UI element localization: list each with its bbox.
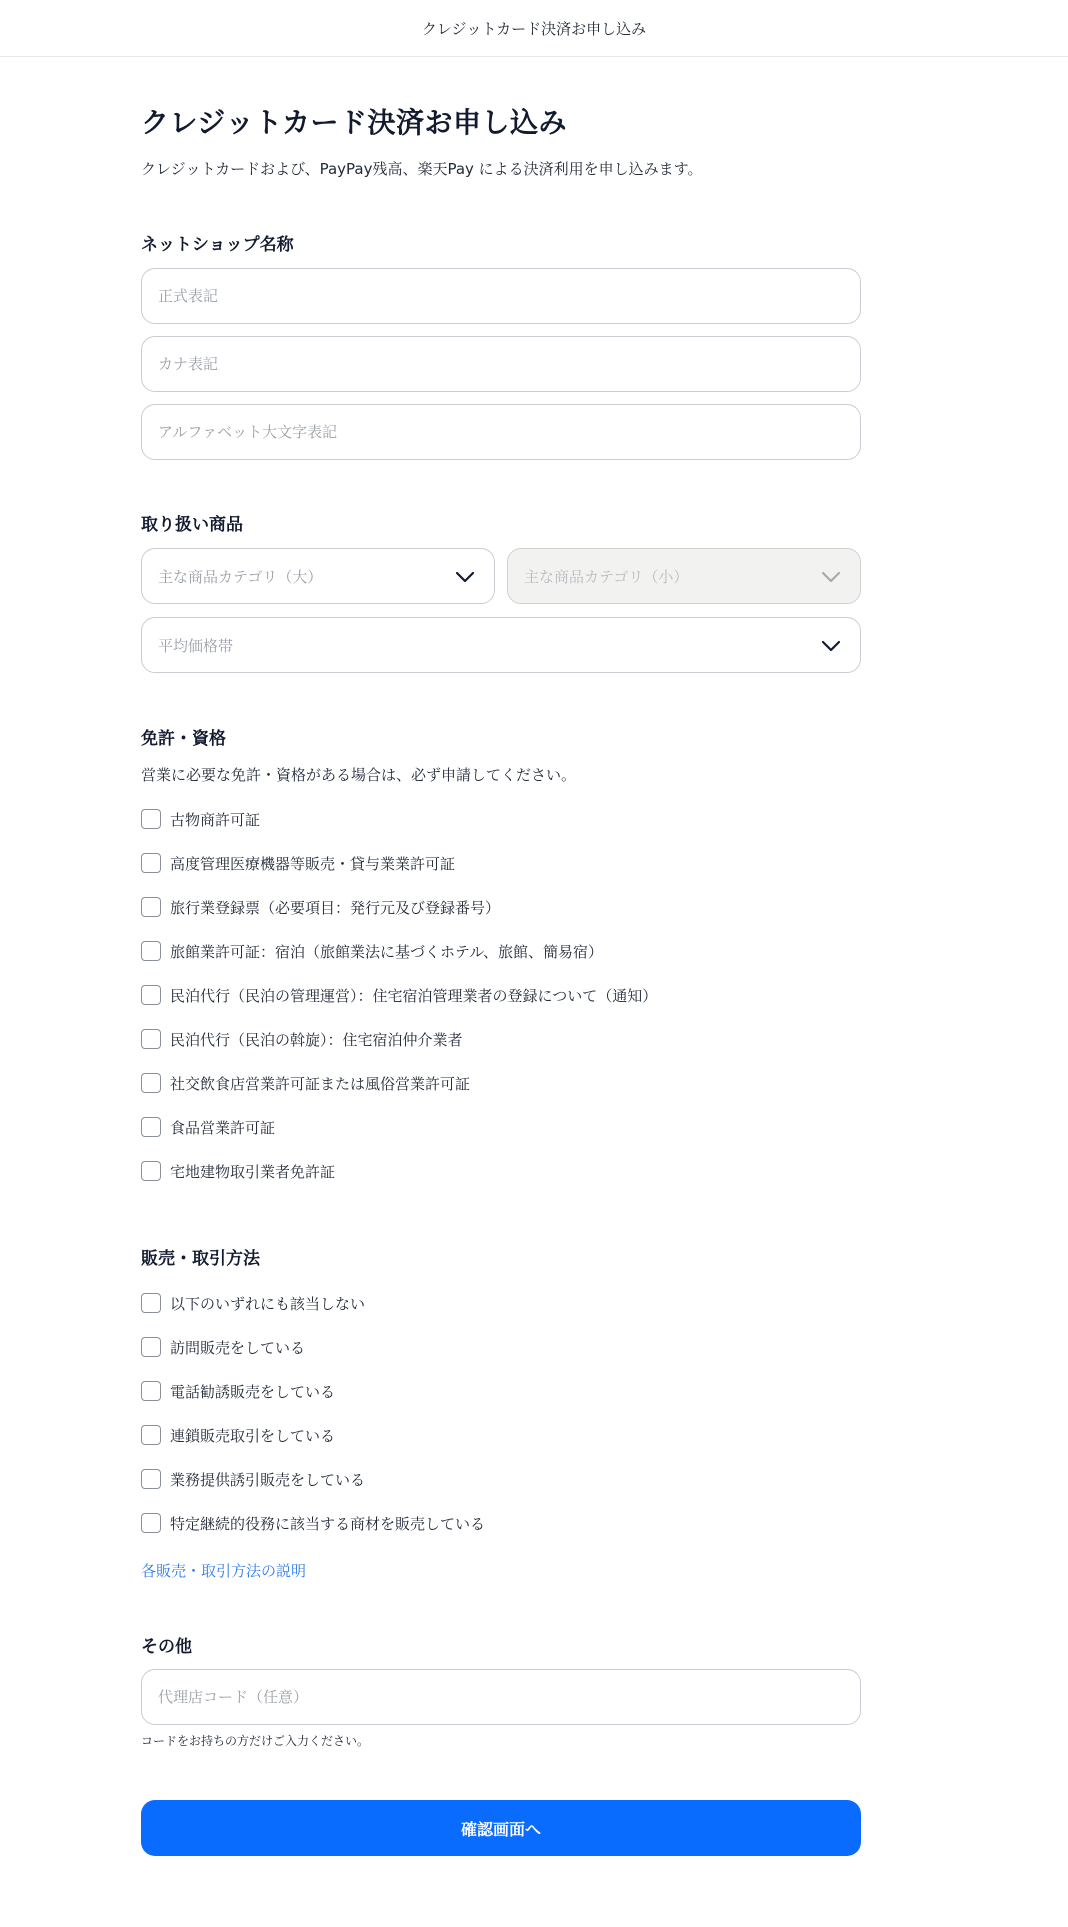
checkbox-label: 訪問販売をしている	[170, 1338, 306, 1357]
shop-name-alphabet-input[interactable]	[141, 404, 861, 460]
checkbox[interactable]	[141, 941, 161, 961]
checkbox-label: 旅行業登録票（必要項目：発行元及び登録番号）	[170, 898, 501, 917]
license-checkbox-row[interactable]	[141, 1071, 470, 1095]
checkbox[interactable]	[141, 1029, 161, 1049]
agency-code-input[interactable]	[141, 1669, 861, 1725]
sales-checkbox-row[interactable]	[141, 1511, 485, 1535]
category-small-select	[507, 548, 861, 604]
license-checkbox-row[interactable]	[141, 1159, 335, 1183]
checkbox-label: 旅館業許可証：宿泊（旅館業法に基づくホテル、旅館、簡易宿）	[170, 942, 604, 961]
checkbox-label: 宅地建物取引業者免許証	[170, 1162, 336, 1181]
license-checkbox-row[interactable]	[141, 1115, 275, 1139]
checkbox-label: 古物商許可証	[170, 810, 261, 829]
license-checkbox-row[interactable]	[141, 1027, 463, 1051]
license-checkbox-row[interactable]	[141, 895, 500, 919]
category-small-placeholder: 主な商品カテゴリ（小）	[524, 567, 689, 586]
sales-methods-explanation-link[interactable]: 各販売・取引方法の説明	[141, 1562, 307, 1580]
shop-name-kana-input[interactable]	[141, 336, 861, 392]
license-checkbox-row[interactable]	[141, 983, 657, 1007]
chevron-down-icon	[820, 567, 842, 587]
chevron-down-icon	[454, 567, 476, 587]
agency-code-help: コードをお持ちの方だけご入力ください。	[141, 1734, 370, 1748]
license-checkbox-row[interactable]	[141, 851, 455, 875]
checkbox-label: 特定継続的役務に該当する商材を販売している	[170, 1514, 486, 1533]
checkbox[interactable]	[141, 897, 161, 917]
checkbox-label: 電話勧誘販売をしている	[170, 1382, 336, 1401]
top-bar	[0, 0, 1068, 57]
confirm-button[interactable]: 確認画面へ	[141, 1800, 861, 1856]
license-checkbox-row[interactable]	[141, 939, 603, 963]
section-title-other: その他	[141, 1637, 192, 1657]
section-title-sales-methods: 販売・取引方法	[141, 1249, 260, 1269]
checkbox[interactable]	[141, 1381, 161, 1401]
sales-checkbox-row[interactable]	[141, 1291, 365, 1315]
checkbox[interactable]	[141, 1469, 161, 1489]
checkbox-label: 高度管理医療機器等販売・貸与業業許可証	[170, 854, 456, 873]
page-title: クレジットカード決済お申し込み	[141, 106, 567, 139]
checkbox[interactable]	[141, 1161, 161, 1181]
checkbox-label: 連鎖販売取引をしている	[170, 1426, 336, 1445]
section-title-shop-name: ネットショップ名称	[141, 235, 294, 255]
sales-checkbox-row[interactable]	[141, 1467, 365, 1491]
sales-checkbox-row[interactable]	[141, 1423, 335, 1447]
sales-checkbox-row[interactable]	[141, 1335, 305, 1359]
checkbox[interactable]	[141, 1117, 161, 1137]
checkbox[interactable]	[141, 1513, 161, 1533]
licenses-note: 営業に必要な免許・資格がある場合は、必ず申請してください。	[141, 766, 577, 784]
category-large-placeholder: 主な商品カテゴリ（大）	[158, 567, 323, 586]
checkbox-label: 民泊代行（民泊の斡旋）：住宅宿泊仲介業者	[170, 1030, 463, 1049]
price-range-placeholder: 平均価格帯	[158, 636, 234, 655]
checkbox[interactable]	[141, 985, 161, 1005]
checkbox[interactable]	[141, 1425, 161, 1445]
checkbox-label: 社交飲食店営業許可証または風俗営業許可証	[170, 1074, 471, 1093]
checkbox-label: 以下のいずれにも該当しない	[170, 1294, 366, 1313]
sales-checkbox-row[interactable]	[141, 1379, 335, 1403]
category-large-select[interactable]	[141, 548, 495, 604]
checkbox[interactable]	[141, 1073, 161, 1093]
shop-name-official-input[interactable]	[141, 268, 861, 324]
header-title: クレジットカード決済お申し込み	[421, 19, 647, 38]
section-title-products: 取り扱い商品	[141, 515, 243, 535]
checkbox-label: 民泊代行（民泊の管理運営）：住宅宿泊管理業者の登録について（通知）	[170, 986, 658, 1005]
checkbox[interactable]	[141, 809, 161, 829]
checkbox-label: 業務提供誘引販売をしている	[170, 1470, 366, 1489]
checkbox[interactable]	[141, 1337, 161, 1357]
price-range-select[interactable]	[141, 617, 861, 673]
chevron-down-icon	[820, 636, 842, 656]
license-checkbox-row[interactable]	[141, 807, 260, 831]
checkbox[interactable]	[141, 853, 161, 873]
page-description: クレジットカードおよび、PayPay残高、楽天Pay による決済利用を申し込みます。	[141, 160, 703, 178]
checkbox[interactable]	[141, 1293, 161, 1313]
section-title-licenses: 免許・資格	[141, 729, 226, 749]
checkbox-label: 食品営業許可証	[170, 1118, 276, 1137]
